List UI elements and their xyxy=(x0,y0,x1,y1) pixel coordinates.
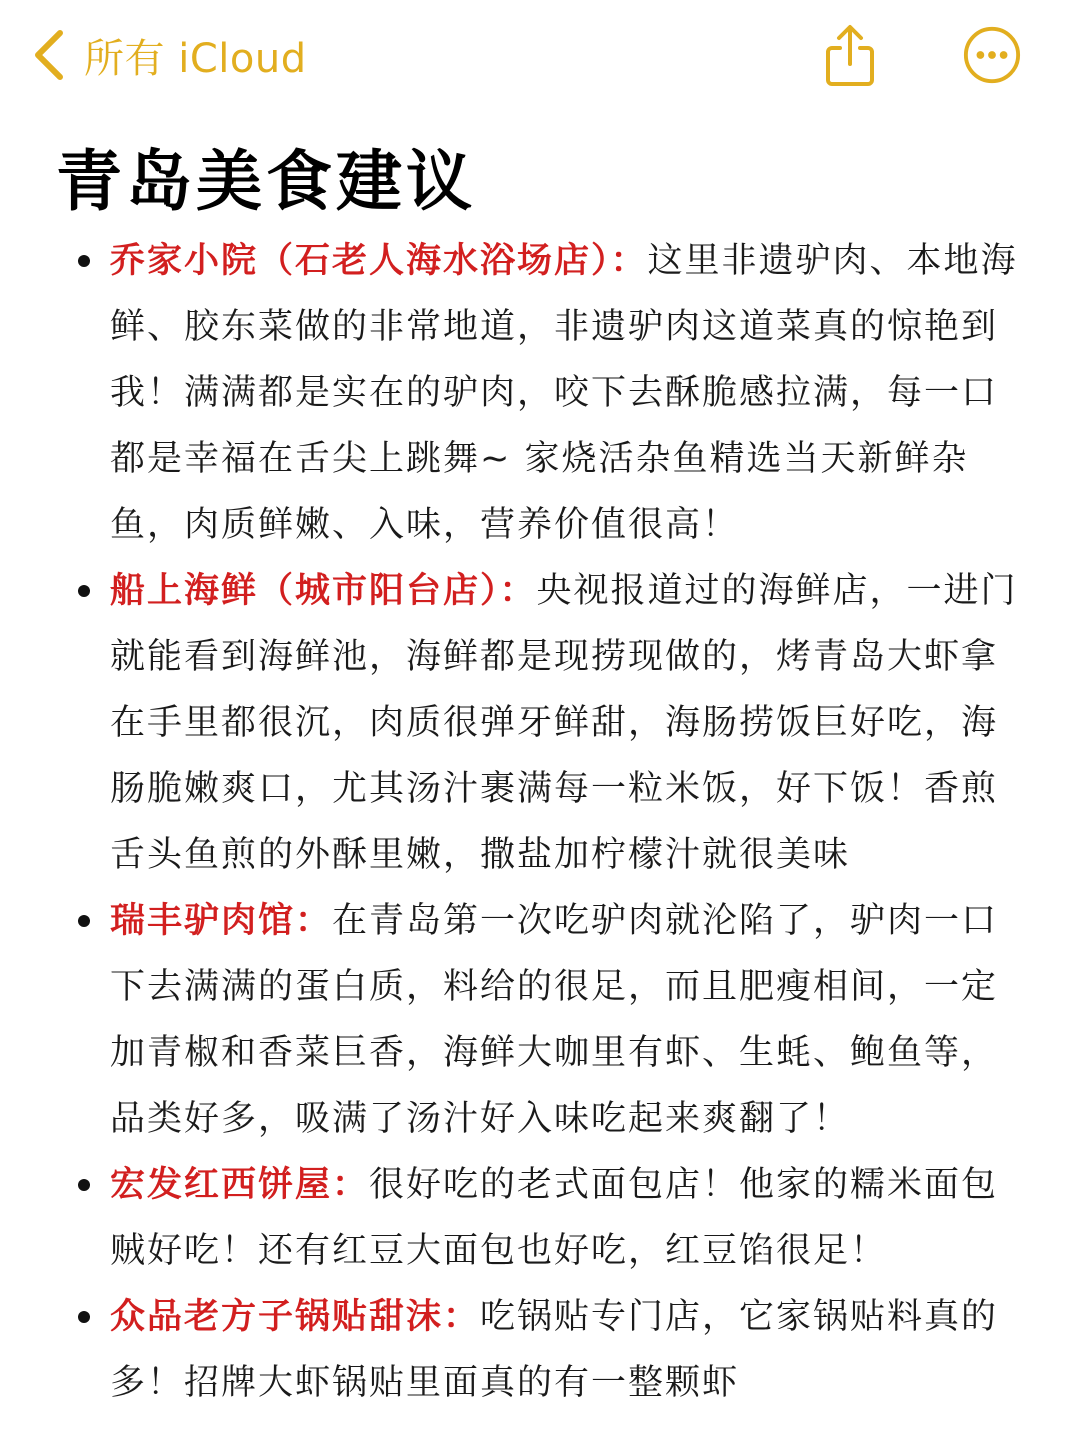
back-button-label: 所有 iCloud xyxy=(84,35,307,82)
restaurant-name: 宏发红西饼屋： xyxy=(110,1165,370,1205)
restaurant-description: 很好吃的老式面包店！他家的糯米面包贼好吃！还有红豆大面包也好吃，红豆馅很足！ xyxy=(110,1165,999,1271)
list-item xyxy=(0,888,1080,1152)
bullet-icon xyxy=(78,915,90,927)
list-item xyxy=(0,1152,1080,1284)
chevron-left-icon xyxy=(30,27,70,83)
more-options-button[interactable] xyxy=(962,22,1022,88)
restaurant-description: 吃锅贴专门店，它家锅贴料真的多！招牌大虾锅贴里面真的有一整颗虾 xyxy=(110,1297,999,1403)
bullet-icon xyxy=(78,585,90,597)
bullet-icon xyxy=(78,1311,90,1323)
note-title: 青岛美食建议 xyxy=(56,143,476,220)
share-button[interactable] xyxy=(820,22,880,88)
bullet-icon xyxy=(78,255,90,267)
restaurant-name: 船上海鲜（城市阳台店）： xyxy=(110,571,537,611)
restaurant-description: 这里非遗驴肉、本地海鲜、胶东菜做的非常地道，非遗驴肉这道菜真的惊艳到我！满满都是实在的驴肉，咬下去酥脆感拉满，每一口都是幸福在舌尖上跳舞~ 家烧活杂鱼精选当天新鲜杂鱼，肉质鲜嫩、入味，营养价值很高！ xyxy=(110,241,1018,545)
list-item xyxy=(0,1284,1080,1416)
restaurant-name: 乔家小院（石老人海水浴场店）： xyxy=(110,241,648,281)
restaurant-description: 在青岛第一次吃驴肉就沦陷了，驴肉一口下去满满的蛋白质，料给的很足，而且肥瘦相间，一定加青椒和香菜巨香，海鲜大咖里有虾、生蚝、鲍鱼等，品类好多，吸满了汤汁好入味吃起来爽翻了！ xyxy=(110,901,999,1139)
share-icon xyxy=(822,22,878,88)
list-item xyxy=(0,228,1080,558)
restaurant-list xyxy=(0,228,1080,1416)
bullet-icon xyxy=(78,1179,90,1191)
restaurant-name: 瑞丰驴肉馆： xyxy=(110,901,333,941)
restaurant-description: 央视报道过的海鲜店，一进门就能看到海鲜池，海鲜都是现捞现做的，烤青岛大虾拿在手里都很沉，肉质很弹牙鲜甜，海肠捞饭巨好吃，海肠脆嫩爽口，尤其汤汁裹满每一粒米饭，好下饭！香煎舌头鱼煎的外酥里嫩，撒盐加柠檬汁就很美味 xyxy=(110,571,1018,875)
ellipsis-circle-icon xyxy=(962,24,1022,86)
restaurant-name: 众品老方子锅贴甜沫： xyxy=(110,1297,481,1337)
list-item xyxy=(0,558,1080,888)
navigation-bar xyxy=(0,0,1080,110)
back-button[interactable] xyxy=(30,22,307,88)
